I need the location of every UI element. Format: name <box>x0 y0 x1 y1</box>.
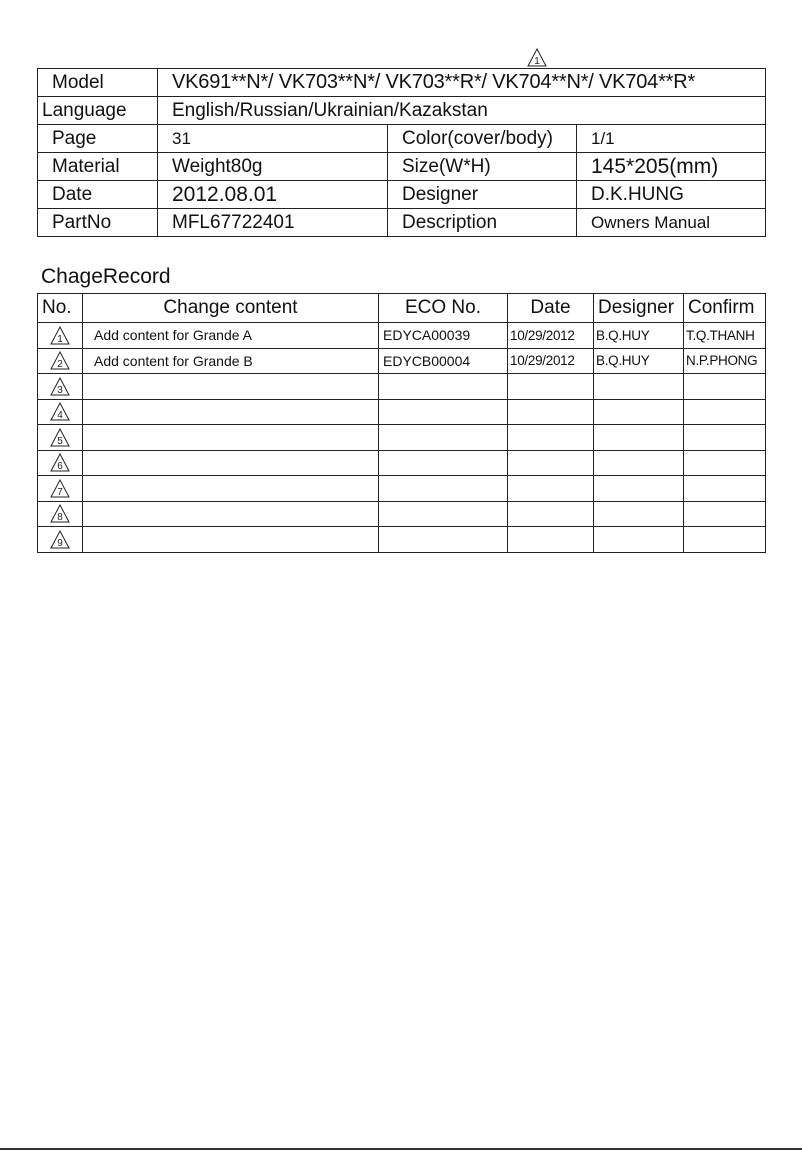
eco-number-cell <box>379 425 508 451</box>
row-number: 6 <box>57 461 63 473</box>
change-record-row <box>38 399 766 425</box>
revision-triangle-icon <box>50 479 70 498</box>
eco-number-cell <box>379 374 508 400</box>
change-record-header-row <box>38 294 766 323</box>
eco-number-cell <box>379 476 508 502</box>
date-cell: 10/29/2012 <box>508 323 594 349</box>
date-cell <box>508 374 594 400</box>
color-value: 1/1 <box>577 125 766 153</box>
date-row <box>38 181 766 209</box>
color-label: Color(cover/body) <box>388 125 577 153</box>
language-label: Language <box>38 97 158 125</box>
date-cell <box>508 527 594 553</box>
header-date: Date <box>508 294 594 323</box>
change-content-cell: Add content for Grande B <box>83 348 379 374</box>
row-number: 1 <box>57 333 63 345</box>
size-value: 145*205(mm) <box>577 153 766 181</box>
document-info-table <box>37 68 766 237</box>
header-designer: Designer <box>594 294 684 323</box>
material-value: Weight80g <box>158 153 388 181</box>
date-cell <box>508 399 594 425</box>
row-number-cell <box>38 425 83 451</box>
revision-triangle-icon <box>50 453 70 472</box>
confirm-cell: T.Q.THANH <box>684 323 766 349</box>
language-row <box>38 97 766 125</box>
designer-value: D.K.HUNG <box>577 181 766 209</box>
designer-cell: B.Q.HUY <box>594 323 684 349</box>
change-content-cell <box>83 450 379 476</box>
material-label: Material <box>38 153 158 181</box>
row-number-cell <box>38 450 83 476</box>
change-record-row <box>38 348 766 374</box>
header-change-content: Change content <box>83 294 379 323</box>
model-label: Model <box>38 69 158 97</box>
page-value: 31 <box>158 125 388 153</box>
description-value: Owners Manual <box>577 209 766 237</box>
change-record-row <box>38 323 766 349</box>
confirm-cell <box>684 425 766 451</box>
confirm-cell: N.P.PHONG <box>684 348 766 374</box>
revision-triangle-icon <box>50 428 70 447</box>
header-confirm: Confirm <box>684 294 766 323</box>
revision-triangle-icon <box>50 351 70 370</box>
model-value: VK691**N*/ VK703**N*/ VK703**R*/ VK704**N*/ VK704**R* <box>158 69 766 97</box>
designer-cell <box>594 374 684 400</box>
confirm-cell <box>684 450 766 476</box>
row-number: 5 <box>57 435 63 447</box>
row-number: 8 <box>57 512 63 524</box>
partno-label: PartNo <box>38 209 158 237</box>
change-record-row <box>38 476 766 502</box>
row-number: 4 <box>57 410 63 422</box>
revision-triangle-icon <box>50 504 70 523</box>
change-record-row <box>38 450 766 476</box>
eco-number-cell <box>379 399 508 425</box>
change-content-cell <box>83 399 379 425</box>
date-cell <box>508 450 594 476</box>
row-number: 2 <box>57 359 63 371</box>
change-record-title: ChageRecord <box>41 265 171 288</box>
designer-cell <box>594 527 684 553</box>
header-eco-no: ECO No. <box>379 294 508 323</box>
row-number-cell <box>38 476 83 502</box>
change-record-row <box>38 425 766 451</box>
revision-triangle-icon <box>50 402 70 421</box>
revision-triangle-icon <box>50 326 70 345</box>
revision-triangle-icon <box>527 48 547 68</box>
eco-number-cell <box>379 527 508 553</box>
date-value: 2012.08.01 <box>158 181 388 209</box>
confirm-cell <box>684 476 766 502</box>
change-content-cell <box>83 374 379 400</box>
designer-cell: B.Q.HUY <box>594 348 684 374</box>
change-record-rows <box>38 323 766 553</box>
row-number-cell <box>38 527 83 553</box>
change-content-cell <box>83 476 379 502</box>
change-content-cell <box>83 425 379 451</box>
row-number: 9 <box>57 537 63 549</box>
change-record-row <box>38 374 766 400</box>
designer-cell <box>594 450 684 476</box>
row-number: 3 <box>57 384 63 396</box>
confirm-cell <box>684 399 766 425</box>
page-label: Page <box>38 125 158 153</box>
language-value: English/Russian/Ukrainian/Kazakstan <box>158 97 766 125</box>
partno-value: MFL67722401 <box>158 209 388 237</box>
size-label: Size(W*H) <box>388 153 577 181</box>
change-record-row <box>38 527 766 553</box>
eco-number-cell: EDYCB00004 <box>379 348 508 374</box>
confirm-cell <box>684 374 766 400</box>
date-cell: 10/29/2012 <box>508 348 594 374</box>
row-number-cell <box>38 374 83 400</box>
revision-triangle-icon <box>50 530 70 549</box>
row-number-cell <box>38 501 83 527</box>
change-content-cell: Add content for Grande A <box>83 323 379 349</box>
row-number-cell <box>38 348 83 374</box>
revision-triangle-icon <box>50 377 70 396</box>
change-record-table <box>37 293 766 553</box>
header-no: No. <box>38 294 83 323</box>
page-row <box>38 125 766 153</box>
description-label: Description <box>388 209 577 237</box>
page-bottom-rule <box>0 1148 802 1150</box>
designer-cell <box>594 425 684 451</box>
designer-cell <box>594 399 684 425</box>
date-cell <box>508 501 594 527</box>
row-number: 7 <box>57 486 63 498</box>
date-cell <box>508 476 594 502</box>
material-row <box>38 153 766 181</box>
designer-label: Designer <box>388 181 577 209</box>
eco-number-cell <box>379 501 508 527</box>
eco-number-cell: EDYCA00039 <box>379 323 508 349</box>
change-content-cell <box>83 527 379 553</box>
row-number-cell <box>38 323 83 349</box>
row-number-cell <box>38 399 83 425</box>
change-record-row <box>38 501 766 527</box>
designer-cell <box>594 501 684 527</box>
revision-number: 1 <box>534 56 540 67</box>
partno-row <box>38 209 766 237</box>
date-cell <box>508 425 594 451</box>
model-row <box>38 69 766 97</box>
confirm-cell <box>684 501 766 527</box>
eco-number-cell <box>379 450 508 476</box>
confirm-cell <box>684 527 766 553</box>
date-label: Date <box>38 181 158 209</box>
change-content-cell <box>83 501 379 527</box>
designer-cell <box>594 476 684 502</box>
